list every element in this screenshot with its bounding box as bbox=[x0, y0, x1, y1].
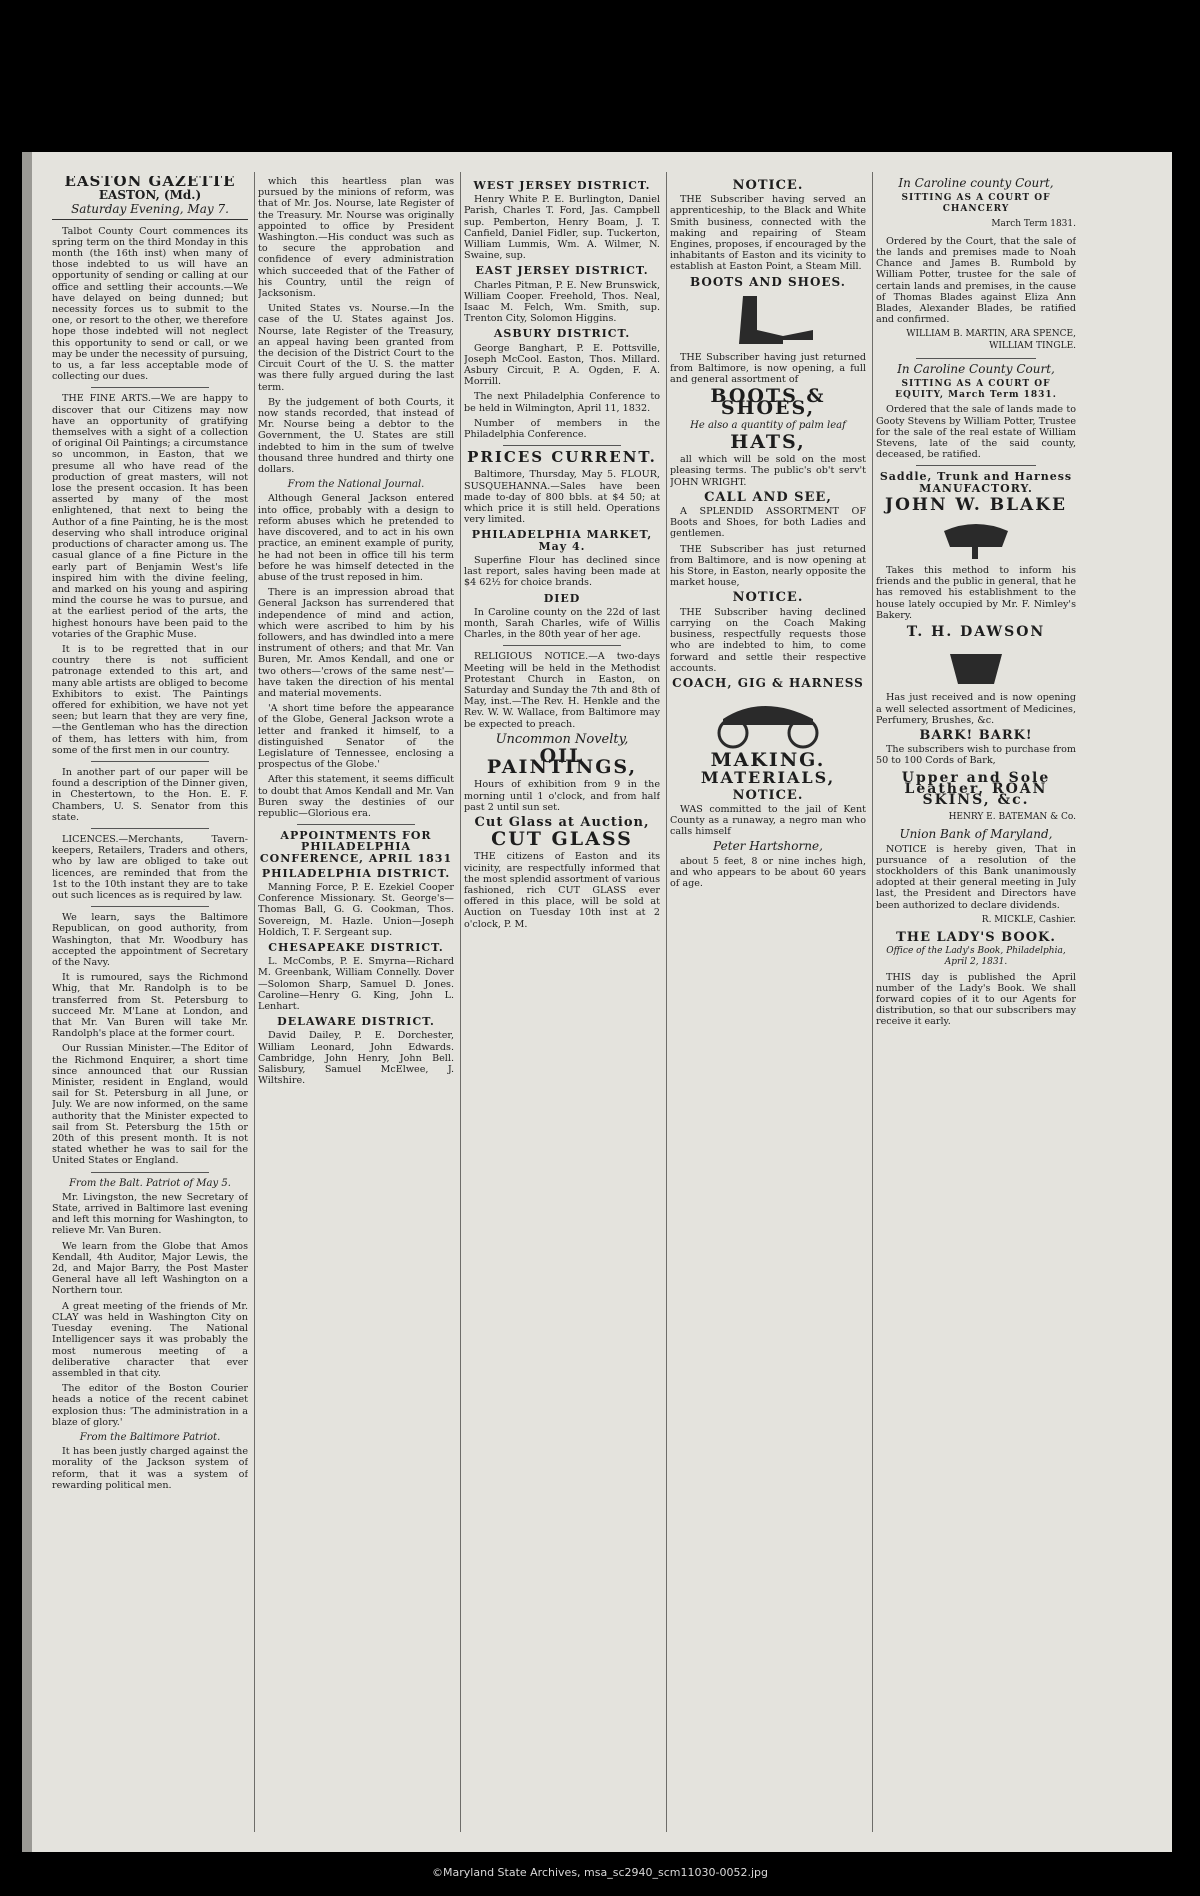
section-heading: NOTICE. bbox=[732, 590, 804, 606]
divider bbox=[916, 358, 1036, 359]
column-rule bbox=[872, 172, 873, 1832]
signatures: R. MICKLE, Cashier. bbox=[981, 914, 1076, 925]
page-gutter bbox=[22, 152, 32, 1852]
paragraph: A great meeting of the friends of Mr. CLAY was held in Washington City on Tuesday evening. The National Intelligencer says it was probably the most numerous meeting of a deliberative character that ever assembled in that city. bbox=[52, 1300, 248, 1379]
paragraph: The subscribers wish to purchase from 50 to 100 Cords of Bark, bbox=[876, 744, 1076, 767]
paragraph: There is an impression abroad that General Jackson has surrendered that independence of mind and action, which were ascribed to him by his followers, and has dwindled into a mere instrument of others; and that Mr. Van Buren, Mr. Amos Kendall, and one or two others—'crows of the same nest'—have taken the direction of his mental and material movements. bbox=[258, 587, 454, 699]
divider bbox=[916, 465, 1036, 466]
section-heading: SITTING AS A COURT OF CHANCERY bbox=[901, 193, 1051, 215]
paragraph: THE citizens of Easton and its vicinity, are respectfully informed that the most splendid assortment of various fashioned, rich CUT GLASS ever offered in this place, will be sold at Auction on Tuesday 10th inst at 2 o'clock, P. M. bbox=[464, 851, 660, 930]
section-heading: COACH, GIG & HARNESS bbox=[672, 675, 864, 690]
divider bbox=[297, 824, 415, 825]
paragraph: Manning Force, P. E. Ezekiel Cooper Conference Missionary. St. George's—Thomas Ball, G. G. Cookman, Thos. Sovereign, M. Hazle. Union—Joseph Holdich, T. F. Sergeant sup. bbox=[258, 881, 454, 938]
paragraph: Superfine Flour has declined since last report, sales having been made at $4 62½ for choice brands. bbox=[464, 554, 660, 589]
paragraph: WAS committed to the jail of Kent County as a runaway, a negro man who calls himself bbox=[670, 803, 866, 838]
section-heading: Office of the Lady's Book, Philadelphia, April 2, 1831. bbox=[886, 946, 1066, 968]
section-heading: In Caroline county Court, bbox=[898, 176, 1054, 190]
section-heading: MATERIALS, bbox=[700, 768, 836, 788]
paragraph: It is to be regretted that in our country there is not sufficient patronage extended to this art, and many able artists are obliged to become Exhibitors to exist. The Paintings offered for exhibition, we have not yet seen; but learn that they are very fine,—the Gentleman who has the direction of them, has letters with him, from some of the first men in our country. bbox=[52, 643, 248, 756]
paragraph: Although General Jackson entered into office, probably with a design to reform abuses which he pretended to have discovered, and to act in his own practice, an eminent example of purity, he had not been in office till his term before he was himself detected in the abuse of the trust reposed in him. bbox=[258, 493, 454, 583]
divider bbox=[503, 445, 621, 446]
paragraph: Talbot County Court commences its spring term on the third Monday in this month (the 16th inst) when many of those indebted to us will have an opportunity of sending or calling at our office and settling their accounts.—We have delayed on being dunned; but necessity forces us to submit to the one, or resort to the other, we therefore hope those indebted will not neglect this opportunity to send or call, or we may be under the necessity of pursuing, to us, a far less acceptable mode of collecting our dues. bbox=[52, 225, 248, 383]
section-heading: From the Baltimore Patriot. bbox=[79, 1431, 221, 1443]
paragraph: NOTICE is hereby given, That in pursuance of a resolution of the stockholders of this Bank unanimously adopted at their general meeting in July last, the President and Directors have been authorized to declare dividends. bbox=[876, 843, 1076, 911]
paragraph: The next Philadelphia Conference to be held in Wilmington, April 11, 1832. bbox=[464, 391, 660, 414]
paragraph: The editor of the Boston Courier heads a notice of the recent cabinet explosion thus: 'The administration in a blaze of glory.' bbox=[52, 1383, 248, 1428]
paragraph: George Banghart, P. E. Pottsville, Joseph McCool. Easton, Thos. Millard. Asbury Circuit, P. A. Ogden, F. A. Morrill. bbox=[464, 342, 660, 388]
paragraph: Charles Pitman, P. E. New Brunswick, William Cooper. Freehold, Thos. Neal, Isaac M. Felch, Wm. Smith, sup. Trenton City, Solomon Higgins. bbox=[464, 279, 660, 325]
column-3 bbox=[464, 176, 660, 934]
section-heading: APPOINTMENTS FOR PHILADELPHIA CONFERENCE, APRIL 1831 bbox=[259, 829, 453, 865]
column-rule bbox=[666, 172, 667, 1832]
divider bbox=[91, 761, 209, 762]
paragraph: THE FINE ARTS.—We are happy to discover that our Citizens may now have an opportunity of gratifying themselves with a sight of a collection of original Oil Paintings; a circumstance so uncommon, in Easton, that we presume all who have read of the production of great masters, will not lose the present occasion. It has been asserted by many of the most enlightened, that next to being the Author of a fine Painting, he is the most deserving who shall introduce original productions of character among us. The casual glance of a fine Picture in the early part of Benjamin West's life inspired him with the divine feeling, and marked on his young and aspiring mind the course he was to pursue, and at the earliest period of the arts, the highest honours have been paid to the votaries of the Graphic Muse. bbox=[52, 393, 248, 640]
paragraph: United States vs. Nourse.—In the case of the U. States against Jos. Nourse, late Register of the Treasury, an appeal having been granted from the decision of the District Court to the Circuit Court of the U. S. the matter was there fully argued during the last term. bbox=[258, 303, 454, 393]
paragraph: It has been justly charged against the morality of the Jackson system of reform, that it was a system of rewarding political men. bbox=[52, 1446, 248, 1491]
section-heading: CHESAPEAKE DISTRICT. bbox=[268, 941, 444, 954]
paragraph: Ordered by the Court, that the sale of the lands and premises made to Noah Chance and James B. Rumbold by William Potter, trustee for the sale of certain lands and premises, in the cause of Thomas Blades against Eliza Ann Blades, Alexander Blades, be ratified and confirmed. bbox=[876, 235, 1076, 326]
paragraph: In Caroline county on the 22d of last month, Sarah Charles, wife of Willis Charles, in the 80th year of her age. bbox=[464, 606, 660, 641]
paragraph: 'A short time before the appearance of the Globe, General Jackson wrote a letter and franked it himself, to a distinguished Senator of the Legislature of Tennessee, enclosing a prospectus of the Globe.' bbox=[258, 703, 454, 771]
column-5 bbox=[876, 176, 1076, 1032]
section-heading: CUT GLASS bbox=[491, 828, 633, 851]
section-heading: Cut Glass at Auction, bbox=[474, 814, 650, 830]
section-heading: He also a quantity of palm leaf bbox=[690, 419, 846, 431]
saddle-icon bbox=[876, 517, 1076, 561]
section-heading: Uncommon Novelty, bbox=[495, 731, 629, 747]
section-heading: BARK! BARK! bbox=[919, 727, 1033, 743]
boot-icon bbox=[670, 292, 866, 348]
section-heading: BOOTS AND SHOES. bbox=[690, 274, 846, 289]
divider bbox=[91, 906, 209, 907]
masthead-title: EASTON GAZETTE bbox=[64, 176, 236, 190]
section-heading: NOTICE. bbox=[732, 787, 804, 803]
paragraph: THE Subscriber has just returned from Baltimore, and is now opening at his Store, in Easton, nearly opposite the market house, bbox=[670, 543, 866, 589]
paragraph: It is rumoured, says the Richmond Whig, that Mr. Randolph is to be transferred from St. Petersburg to succeed Mr. M'Lane at London, and that Mr. Van Buren will take Mr. Randolph's place at the former court. bbox=[52, 972, 248, 1040]
section-heading: Peter Hartshorne, bbox=[713, 839, 823, 854]
paragraph: Hours of exhibition from 9 in the morning until 1 o'clock, and from half past 2 until sun set. bbox=[464, 779, 660, 813]
paragraph: Ordered that the sale of lands made to Gooty Stevens by William Potter, Trustee for the sale of the real estate of William Stevens, late of the said county, deceased, be ratified. bbox=[876, 404, 1076, 461]
paragraph: THIS day is published the April number of the Lady's Book. We shall forward copies of it to our Agents for distribution, so that our subscribers may receive it early. bbox=[876, 971, 1076, 1028]
section-heading: NOTICE. bbox=[732, 178, 804, 193]
paragraph: L. McCombs, P. E. Smyrna—Richard M. Greenbank, William Connelly. Dover—Solomon Sharp, Samuel D. Jones. Caroline—Henry G. King, John L. Lenhart. bbox=[258, 956, 454, 1013]
section-heading: MAKING. bbox=[710, 749, 826, 772]
paragraph: which this heartless plan was pursued by the minions of reform, was that of Mr. Jos. Nourse, late Register of the Treasury. Mr. Nourse was originally appointed to office by President Washington.—His conduct was such as to secure the approbation and confidence of every administration which succeeded that of the Father of his Country, until the reign of Jacksonism. bbox=[258, 176, 454, 300]
section-heading: PHILADELPHIA DISTRICT. bbox=[261, 866, 451, 880]
paragraph: Our Russian Minister.—The Editor of the Richmond Enquirer, a short time since announced that our Russian Minister, resident in England, would sail for St. Petersburg in all June, or July. We are now informed, on the same authority that the Minister expected to sail from St. Petersburg the 15th or 20th of this present month. It is not stated whether he was to sail for the United States or England. bbox=[52, 1043, 248, 1167]
section-heading: JOHN W. BLAKE bbox=[885, 494, 1067, 515]
divider bbox=[91, 828, 209, 829]
section-heading: HATS, bbox=[730, 431, 806, 454]
paragraph: THE Subscriber having served an apprenticeship, to the Black and White Smith business, connected with the making and repairing of Steam Engines, proposes, if encouraged by the inhabitants of Easton and its vicinity to establish at Easton Point, a Steam Mill. bbox=[670, 194, 866, 273]
column-4 bbox=[670, 176, 866, 893]
section-heading: OIL PAINTINGS, bbox=[486, 744, 638, 779]
divider bbox=[91, 1172, 209, 1173]
section-heading: Upper and Sole Leather, ROAN SKINS, &c. bbox=[901, 769, 1051, 808]
section-heading: BOOTS & SHOES, bbox=[710, 385, 826, 419]
divider bbox=[503, 645, 621, 646]
paragraph: all which will be sold on the most pleasing terms. The public's ob't serv't JOHN WRIGHT. bbox=[670, 454, 866, 488]
section-heading: WEST JERSEY DISTRICT. bbox=[473, 179, 651, 192]
paragraph: By the judgement of both Courts, it now stands recorded, that instead of Mr. Nourse being a debtor to the Government, the U. States are still indebted to him in the sum of twelve thousand three hundred and thirty one dollars. bbox=[258, 396, 454, 476]
section-heading: Saddle, Trunk and Harness MANUFACTORY. bbox=[879, 470, 1073, 495]
column-2 bbox=[258, 176, 454, 1090]
paragraph: A SPLENDID ASSORTMENT OF Boots and Shoes, for both Ladies and gentlemen. bbox=[670, 506, 866, 540]
section-heading: Union Bank of Maryland, bbox=[899, 827, 1053, 842]
divider bbox=[91, 387, 209, 388]
paragraph: Number of members in the Philadelphia Conference. bbox=[464, 417, 660, 441]
section-heading: EAST JERSEY DISTRICT. bbox=[475, 264, 649, 278]
archive-caption: ©Maryland State Archives, msa_sc2940_scm11030-0052.jpg bbox=[432, 1866, 768, 1879]
paragraph: Henry White P. E. Burlington, Daniel Parish, Charles T. Ford, Jas. Campbell sup. Pemberton, Henry Boam, J. T. Canfield, Daniel Fidler, sup. Tuckerton, William Lummis, Wm. A. Wilmer, N. Swaine, sup. bbox=[464, 194, 660, 262]
section-heading: T. H. DAWSON bbox=[906, 624, 1046, 641]
paragraph: THE Subscriber having just returned from Baltimore, is now opening, a full and general assortment of bbox=[670, 351, 866, 386]
section-heading: CALL AND SEE, bbox=[704, 489, 832, 505]
paragraph: about 5 feet, 8 or nine inches high, and who appears to be about 60 years of age. bbox=[670, 855, 866, 889]
paragraph: We learn from the Globe that Amos Kendall, 4th Auditor, Major Lewis, the 2d, and Major Barry, the Post Master General have all left Washington on a Northern tour. bbox=[52, 1240, 248, 1297]
masthead-place: EASTON, (Md.) bbox=[98, 188, 202, 203]
section-heading: From the National Journal. bbox=[287, 479, 425, 491]
masthead-date: Saturday Evening, May 7. bbox=[52, 204, 248, 219]
paragraph: Mr. Livingston, the new Secretary of State, arrived in Baltimore last evening and left this morning for Washington, to relieve Mr. Van Buren. bbox=[52, 1191, 248, 1237]
paragraph: We learn, says the Baltimore Republican, on good authority, from Washington, that Mr. Woodbury has accepted the appointment of Secretary of the Navy. bbox=[52, 912, 248, 968]
paragraph: David Dailey, P. E. Dorchester, William Leonard, John Edwards. Cambridge, John Henry, John Bell. Salisbury, Samuel McElwee, J. Wiltshire. bbox=[258, 1030, 454, 1087]
paragraph: Takes this method to inform his friends and the public in general, that he has removed his establishment to the house lately occupied by Mr. F. Nimley's Bakery. bbox=[876, 565, 1076, 621]
section-heading: DIED bbox=[543, 591, 581, 605]
paragraph: RELIGIOUS NOTICE.—A two-days Meeting will be held in the Methodist Protestant Church in Easton, on Saturday and Sunday the 7th and 8th of May, inst.—The Rev. H. Henkle and the Rev. W. W. Wallace, from Baltimore may be expected to preach. bbox=[464, 651, 660, 730]
paragraph: Baltimore, Thursday, May 5. FLOUR, SUSQUEHANNA.—Sales have been made to-day of 800 bbls. at $4 50; at which price it is still held. Operations very limited. bbox=[464, 469, 660, 526]
signatures: HENRY E. BATEMAN & Co. bbox=[948, 812, 1076, 823]
section-heading: SITTING AS A COURT OF EQUITY, March Term 1831. bbox=[895, 379, 1057, 401]
paragraph: After this statement, it seems difficult to doubt that Amos Kendall and Mr. Van Buren sway the destinies of our republic—Glorious era. bbox=[258, 774, 454, 819]
column-1 bbox=[52, 176, 248, 1495]
section-heading: In Caroline County Court, bbox=[897, 361, 1055, 376]
newspaper-page bbox=[22, 152, 1172, 1852]
section-heading: DELAWARE DISTRICT. bbox=[277, 1015, 435, 1029]
paragraph: LICENCES.—Merchants, Tavern-keepers, Retailers, Traders and others, who by law are obliged to take out licences, are reminded that from the 1st to the 10th instant they are to take out such licences as is required by law. bbox=[52, 833, 248, 901]
mortar-icon bbox=[876, 644, 1076, 688]
section-heading: ASBURY DISTRICT. bbox=[493, 327, 631, 341]
column-rule bbox=[254, 172, 255, 1832]
signatures: WILLIAM B. MARTIN, ARA SPENCE, WILLIAM TINGLE. bbox=[906, 329, 1076, 351]
section-heading: From the Balt. Patriot of May 5. bbox=[69, 1177, 231, 1189]
section-heading: PRICES CURRENT. bbox=[467, 448, 657, 467]
paragraph: In another part of our paper will be found a description of the Dinner given, in Chestertown, to the Hon. E. F. Chambers, U. S. Senator from this state. bbox=[52, 766, 248, 823]
section-heading: PHILADELPHIA MARKET, May 4. bbox=[471, 528, 653, 553]
paragraph: Has just received and is now opening a well selected assortment of Medicines, Perfumery, Brushes, &c. bbox=[876, 692, 1076, 726]
term-line: March Term 1831. bbox=[991, 218, 1076, 229]
carriage-icon bbox=[670, 693, 866, 749]
column-rule bbox=[460, 172, 461, 1832]
paragraph: THE Subscriber having declined carrying on the Coach Making business, respectfully requests those who are indebted to him, to come forward and settle their respective accounts. bbox=[670, 606, 866, 674]
section-heading: THE LADY'S BOOK. bbox=[896, 929, 1056, 945]
